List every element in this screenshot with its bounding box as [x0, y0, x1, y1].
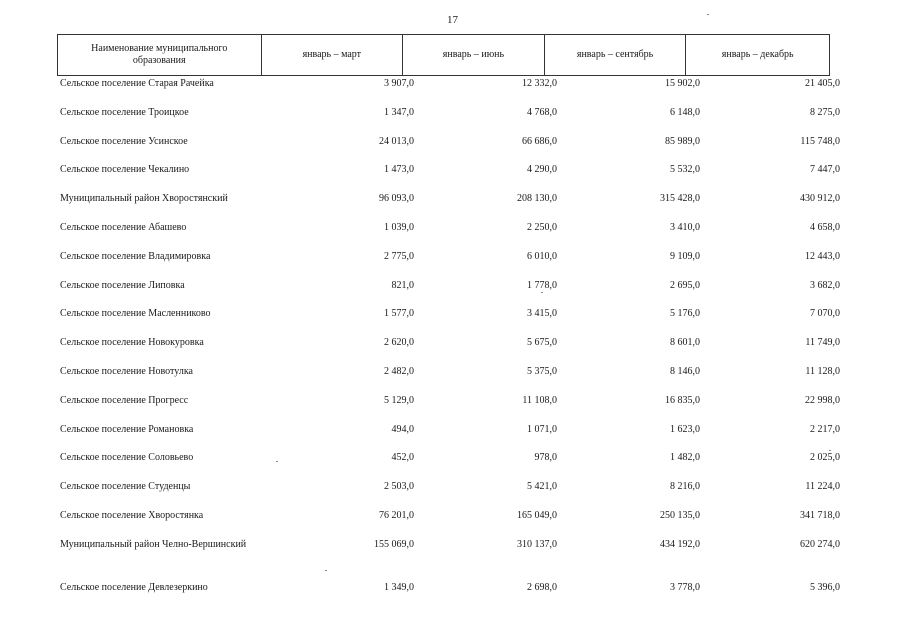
table-row	[60, 481, 840, 510]
row-value-year: 22 998,0	[805, 394, 840, 406]
row-name: Сельское поселение Абашево	[60, 221, 187, 233]
row-value-9m: 315 428,0	[660, 193, 700, 205]
row-value-q1: 2 620,0	[384, 337, 414, 349]
row-value-h1: 6 010,0	[527, 250, 557, 262]
row-value-q1: 1 473,0	[384, 164, 414, 176]
row-name: Сельское поселение Прогресс	[60, 394, 189, 406]
row-value-h1: 4 768,0	[527, 106, 557, 118]
row-name: Сельское поселение Новокуровка	[60, 337, 204, 349]
table-body	[60, 78, 840, 611]
row-name: Сельское поселение Новотулка	[60, 365, 193, 377]
table-row	[60, 107, 840, 136]
row-name: Сельское поселение Девлезеркино	[60, 581, 208, 593]
row-name: Сельское поселение Масленниково	[60, 308, 211, 320]
table-row	[60, 510, 840, 539]
table-row	[60, 452, 840, 481]
row-value-year: 5 396,0	[810, 581, 840, 593]
table-row	[60, 222, 840, 251]
row-value-9m: 6 148,0	[670, 106, 700, 118]
row-value-h1: 208 130,0	[517, 193, 557, 205]
row-value-h1: 12 332,0	[522, 78, 557, 89]
table-row	[60, 539, 840, 582]
scan-speck	[276, 461, 278, 462]
row-value-q1: 821,0	[391, 279, 414, 291]
row-value-year: 11 128,0	[805, 365, 840, 377]
row-value-h1: 5 675,0	[527, 337, 557, 349]
row-name: Сельское поселение Студенцы	[60, 481, 191, 493]
row-value-q1: 1 039,0	[384, 221, 414, 233]
scan-speck	[829, 450, 831, 451]
row-value-q1: 24 013,0	[379, 135, 414, 147]
table-row	[60, 78, 840, 107]
row-value-year: 115 748,0	[800, 135, 840, 147]
row-value-year: 620 274,0	[800, 538, 840, 550]
table-row	[60, 424, 840, 453]
row-value-q1: 5 129,0	[384, 394, 414, 406]
row-value-year: 21 405,0	[805, 78, 840, 89]
header-h1-column: январь – июнь	[403, 35, 545, 75]
page-number: 17	[447, 14, 458, 26]
row-value-year: 4 658,0	[810, 221, 840, 233]
row-value-q1: 1 349,0	[384, 581, 414, 593]
table-row	[60, 136, 840, 165]
row-value-year: 2 025,0	[810, 452, 840, 464]
row-value-year: 8 275,0	[810, 106, 840, 118]
row-value-9m: 8 146,0	[670, 365, 700, 377]
row-value-year: 7 070,0	[810, 308, 840, 320]
row-name: Муниципальный район Хворостянский	[60, 193, 228, 205]
row-value-h1: 11 108,0	[522, 394, 557, 406]
header-9m-column: январь – сентябрь	[545, 35, 687, 75]
table-row	[60, 308, 840, 337]
row-name: Сельское поселение Усинское	[60, 135, 188, 147]
row-name: Сельское поселение Соловьево	[60, 452, 194, 464]
row-value-year: 7 447,0	[810, 164, 840, 176]
row-value-9m: 8 216,0	[670, 481, 700, 493]
row-value-9m: 16 835,0	[665, 394, 700, 406]
row-value-9m: 5 176,0	[670, 308, 700, 320]
table-row	[60, 280, 840, 309]
row-value-year: 341 718,0	[800, 509, 840, 521]
row-value-h1: 66 686,0	[522, 135, 557, 147]
table-row	[60, 582, 840, 611]
table-row	[60, 395, 840, 424]
header-name-column: Наименование муниципального образования	[58, 35, 262, 75]
row-value-q1: 2 482,0	[384, 365, 414, 377]
row-value-h1: 5 375,0	[527, 365, 557, 377]
row-value-year: 3 682,0	[810, 279, 840, 291]
row-value-q1: 96 093,0	[379, 193, 414, 205]
row-value-9m: 250 135,0	[660, 509, 700, 521]
row-value-9m: 9 109,0	[670, 250, 700, 262]
row-value-year: 430 912,0	[800, 193, 840, 205]
row-value-year: 12 443,0	[805, 250, 840, 262]
row-value-h1: 165 049,0	[517, 509, 557, 521]
row-value-q1: 2 775,0	[384, 250, 414, 262]
row-name: Сельское поселение Чекалино	[60, 164, 190, 176]
row-value-h1: 1 071,0	[527, 423, 557, 435]
row-value-9m: 3 778,0	[670, 581, 700, 593]
row-name: Сельское поселение Троицкое	[60, 106, 189, 118]
row-value-q1: 452,0	[391, 452, 414, 464]
row-name: Сельское поселение Романовка	[60, 423, 194, 435]
row-name: Сельское поселение Липовка	[60, 279, 185, 291]
table-row	[60, 193, 840, 222]
row-value-9m: 434 192,0	[660, 538, 700, 550]
row-name: Сельское поселение Старая Рачейка	[60, 78, 214, 89]
scan-speck	[707, 14, 709, 15]
row-value-h1: 978,0	[534, 452, 557, 464]
table-row	[60, 337, 840, 366]
row-name: Муниципальный район Челно-Вершинский	[60, 538, 247, 550]
row-name: Сельское поселение Хворостянка	[60, 509, 204, 521]
row-value-h1: 2 698,0	[527, 581, 557, 593]
row-value-h1: 1 778,0	[527, 279, 557, 291]
row-value-year: 2 217,0	[810, 423, 840, 435]
row-value-h1: 3 415,0	[527, 308, 557, 320]
row-value-q1: 3 907,0	[384, 78, 414, 89]
row-value-9m: 3 410,0	[670, 221, 700, 233]
table-row	[60, 366, 840, 395]
header-q1-column: январь – март	[262, 35, 404, 75]
row-value-q1: 1 347,0	[384, 106, 414, 118]
row-value-q1: 155 069,0	[374, 538, 414, 550]
header-year-column: январь – декабрь	[721, 49, 794, 60]
scan-speck	[541, 292, 543, 293]
row-value-9m: 85 989,0	[665, 135, 700, 147]
table-header	[57, 34, 830, 76]
row-value-q1: 494,0	[391, 423, 414, 435]
row-value-9m: 8 601,0	[670, 337, 700, 349]
row-value-year: 11 224,0	[805, 481, 840, 493]
row-value-9m: 1 482,0	[670, 452, 700, 464]
table-row	[60, 164, 840, 193]
row-value-9m: 2 695,0	[670, 279, 700, 291]
scan-speck	[325, 570, 327, 571]
row-value-h1: 4 290,0	[527, 164, 557, 176]
row-value-h1: 5 421,0	[527, 481, 557, 493]
row-value-q1: 1 577,0	[384, 308, 414, 320]
row-value-9m: 1 623,0	[670, 423, 700, 435]
row-value-h1: 310 137,0	[517, 538, 557, 550]
row-value-q1: 76 201,0	[379, 509, 414, 521]
row-value-h1: 2 250,0	[527, 221, 557, 233]
row-value-9m: 15 902,0	[665, 78, 700, 89]
row-name: Сельское поселение Владимировка	[60, 250, 211, 262]
row-value-year: 11 749,0	[805, 337, 840, 349]
row-value-9m: 5 532,0	[670, 164, 700, 176]
table-row	[60, 251, 840, 280]
row-value-q1: 2 503,0	[384, 481, 414, 493]
